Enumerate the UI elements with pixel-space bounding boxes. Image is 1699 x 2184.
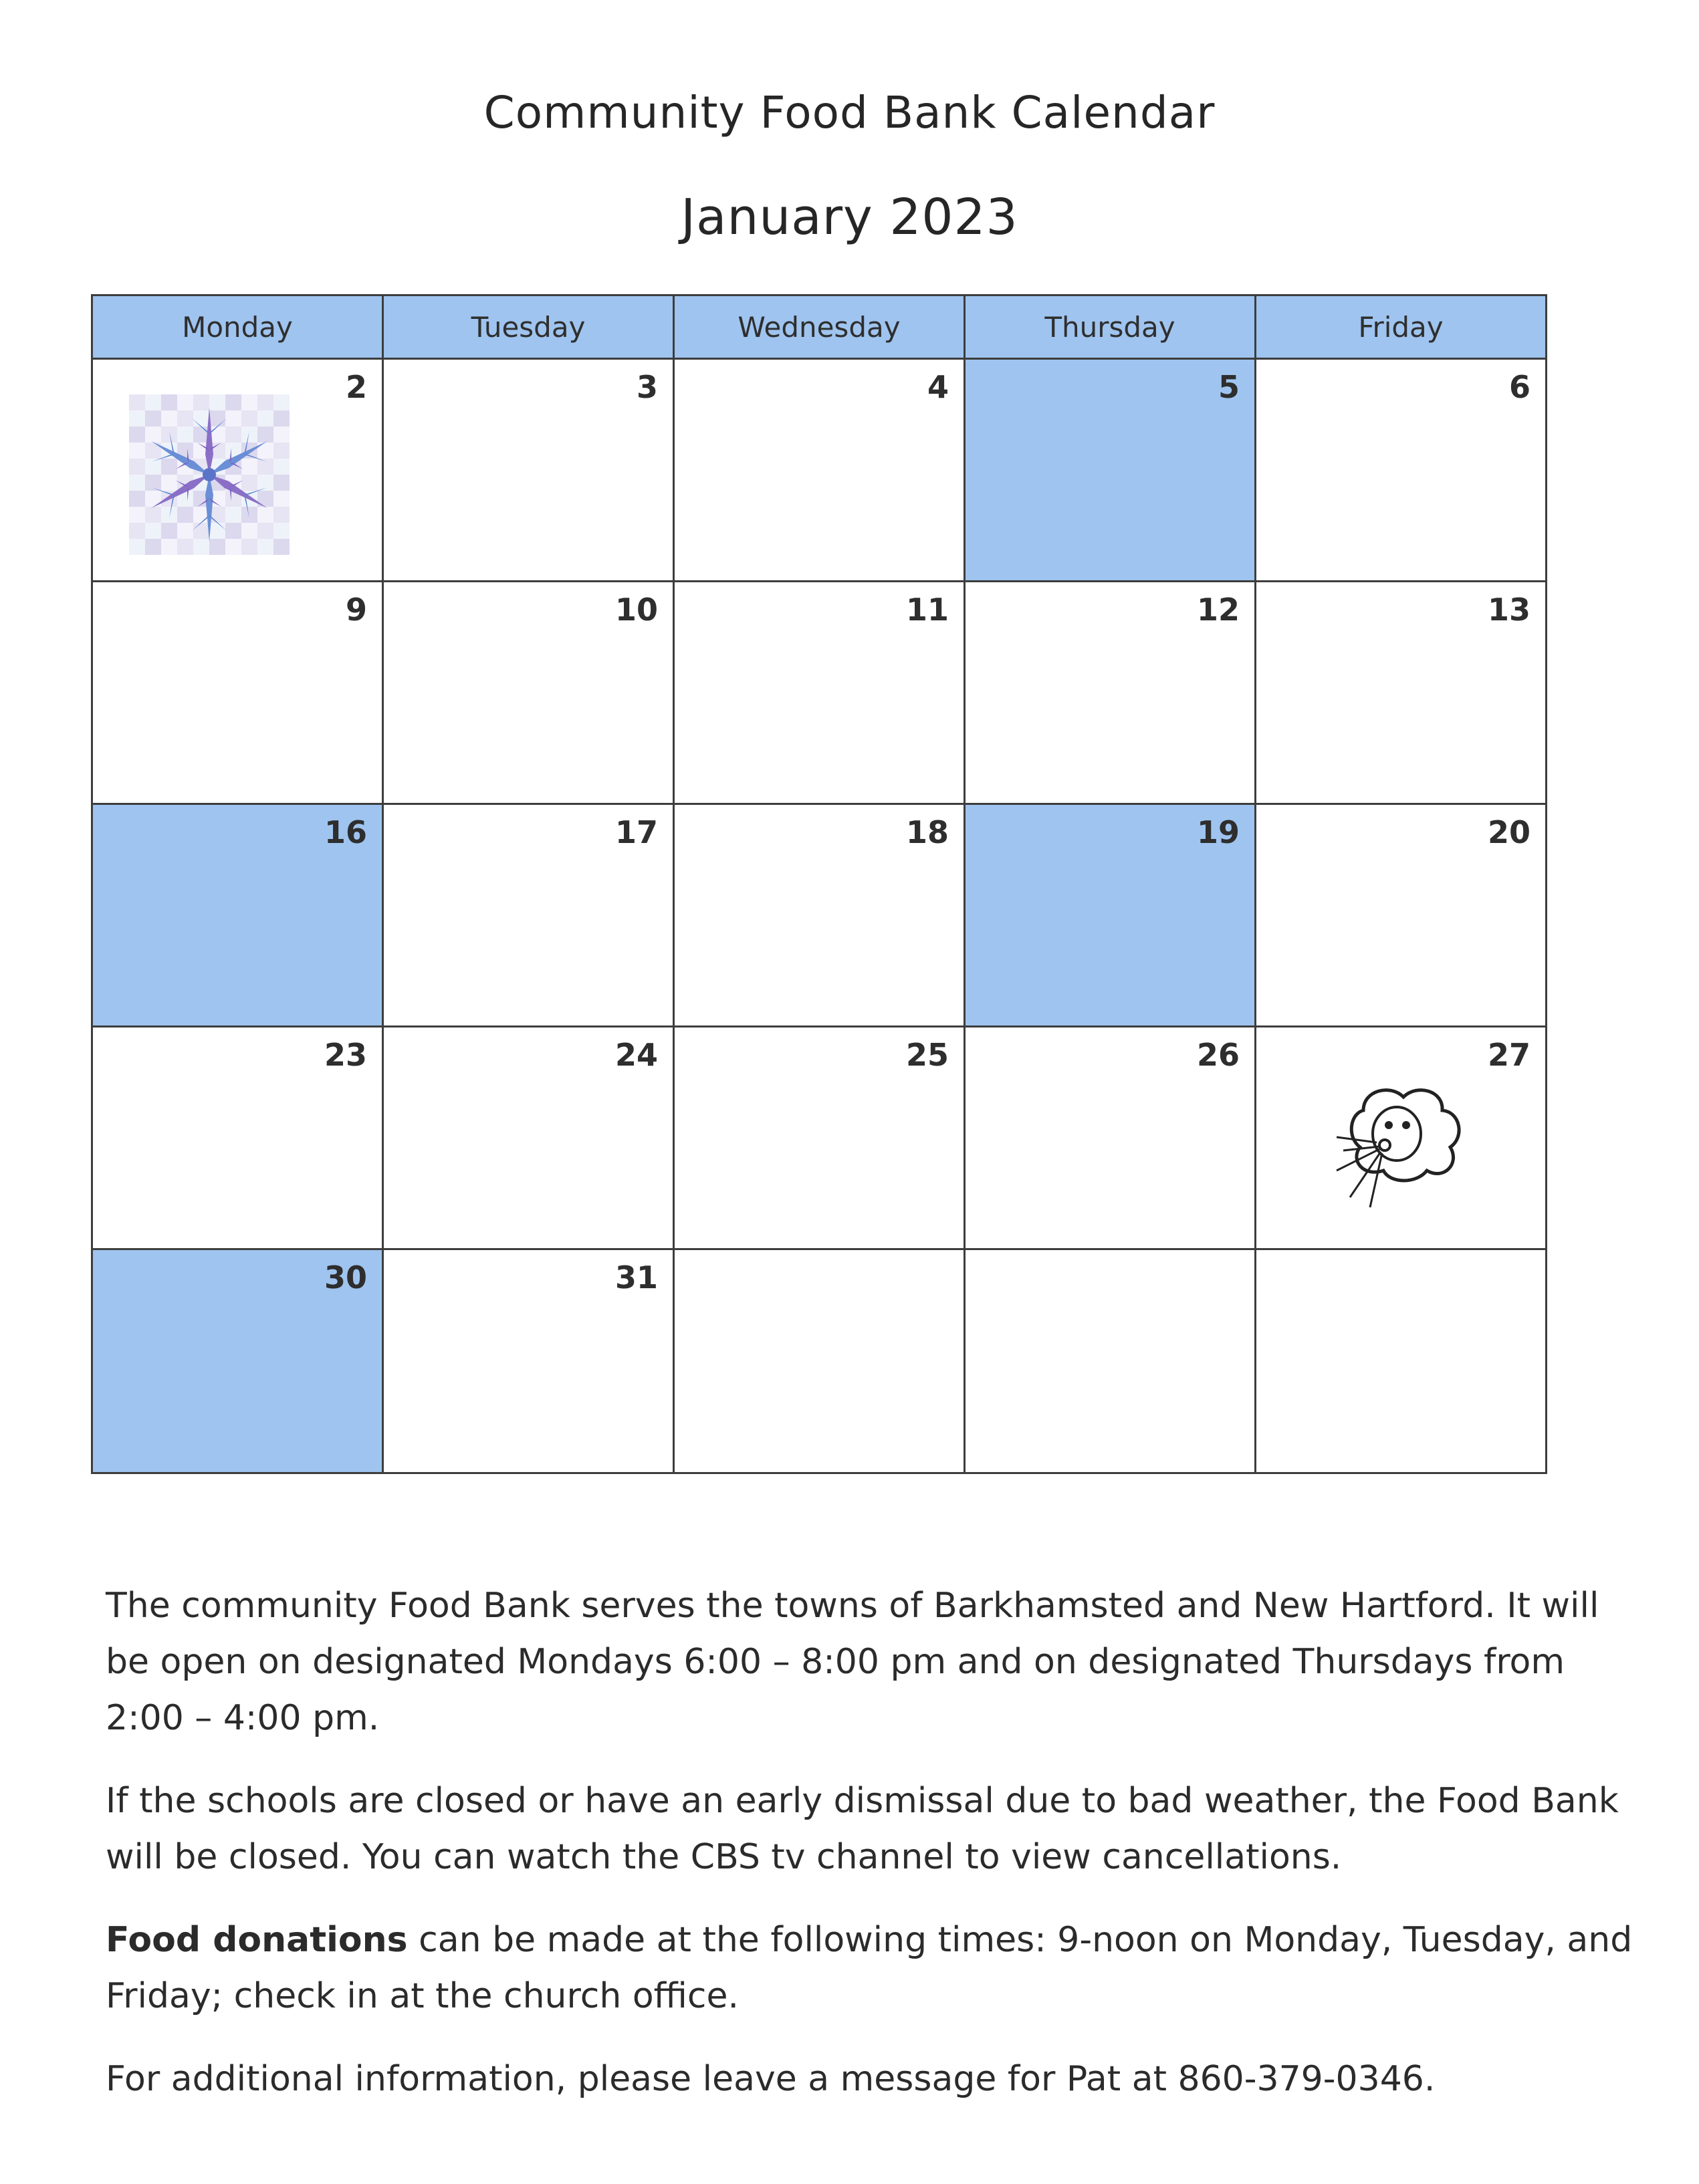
day-number: 27	[1487, 1037, 1531, 1073]
note-donations-text: can be made at the following times: 9-noon on Monday, Tuesday, and Friday; check in at the church office.	[106, 1920, 1633, 2016]
day-number: 26	[1196, 1037, 1240, 1073]
day-cell	[1256, 1249, 1547, 1473]
day-number: 3	[636, 369, 658, 405]
day-cell	[674, 1249, 965, 1473]
week-row	[92, 1027, 1547, 1249]
snowflake-icon	[129, 394, 290, 555]
day-cell	[1256, 1027, 1547, 1249]
day-number: 5	[1218, 369, 1240, 405]
day-number: 23	[324, 1037, 367, 1073]
day-number: 6	[1508, 369, 1531, 405]
day-number: 12	[1196, 592, 1240, 628]
week-row	[92, 582, 1547, 804]
note-hours: The community Food Bank serves the towns of Barkhamsted and New Hartford. It will be open on designated Mondays 6:00 – 8:00 pm and on designated Thursdays from 2:00 – 4:00 pm.	[106, 1586, 1599, 1738]
weekday-friday: Friday	[1256, 295, 1547, 359]
week-row	[92, 359, 1547, 582]
day-cell-open	[965, 804, 1256, 1027]
day-cell	[674, 582, 965, 804]
day-number: 16	[324, 814, 367, 850]
day-number: 11	[905, 592, 949, 628]
day-cell	[674, 1027, 965, 1249]
note-donations-label: Food donations	[106, 1920, 408, 1960]
info-notes	[106, 1578, 1644, 2134]
month-title: January 2023	[681, 189, 1018, 246]
weekday-thursday: Thursday	[965, 295, 1256, 359]
page-title: Community Food Bank Calendar	[483, 87, 1216, 138]
day-cell	[965, 582, 1256, 804]
note-closures: If the schools are closed or have an early dismissal due to bad weather, the Food Bank will be closed. You can watch the CBS tv channel to view cancellations.	[106, 1781, 1619, 1877]
day-number: 20	[1487, 814, 1531, 850]
week-row	[92, 1249, 1547, 1473]
day-cell	[674, 359, 965, 582]
weekday-header-row	[92, 295, 1547, 359]
day-cell	[92, 582, 383, 804]
day-cell	[383, 359, 674, 582]
day-number: 19	[1196, 814, 1240, 850]
day-cell	[674, 804, 965, 1027]
day-cell	[965, 1027, 1256, 1249]
week-row	[92, 804, 1547, 1027]
day-number: 9	[345, 592, 367, 628]
note-donations	[106, 1912, 1644, 2024]
day-number: 2	[345, 369, 367, 405]
calendar-grid	[91, 294, 1547, 1474]
day-cell	[1256, 582, 1547, 804]
day-number: 18	[905, 814, 949, 850]
day-cell-open	[92, 804, 383, 1027]
day-cell-open	[965, 359, 1256, 582]
day-cell	[92, 1027, 383, 1249]
day-number: 10	[614, 592, 658, 628]
note-contact: For additional information, please leave a message for Pat at 860-379-0346.	[106, 2059, 1436, 2099]
day-cell	[383, 804, 674, 1027]
day-cell	[383, 582, 674, 804]
day-number: 4	[927, 369, 949, 405]
day-cell	[1256, 359, 1547, 582]
wind-cloud-icon	[1323, 1070, 1484, 1231]
day-cell	[965, 1249, 1256, 1473]
day-cell	[1256, 804, 1547, 1027]
day-number: 13	[1487, 592, 1531, 628]
day-number: 17	[614, 814, 658, 850]
weekday-tuesday: Tuesday	[383, 295, 674, 359]
day-cell-open	[92, 1249, 383, 1473]
day-number: 24	[614, 1037, 658, 1073]
day-cell	[383, 1249, 674, 1473]
day-cell	[383, 1027, 674, 1249]
day-cell	[92, 359, 383, 582]
weekday-wednesday: Wednesday	[674, 295, 965, 359]
weekday-monday: Monday	[92, 295, 383, 359]
day-number: 30	[324, 1259, 367, 1296]
day-number: 31	[614, 1259, 658, 1296]
day-number: 25	[905, 1037, 949, 1073]
